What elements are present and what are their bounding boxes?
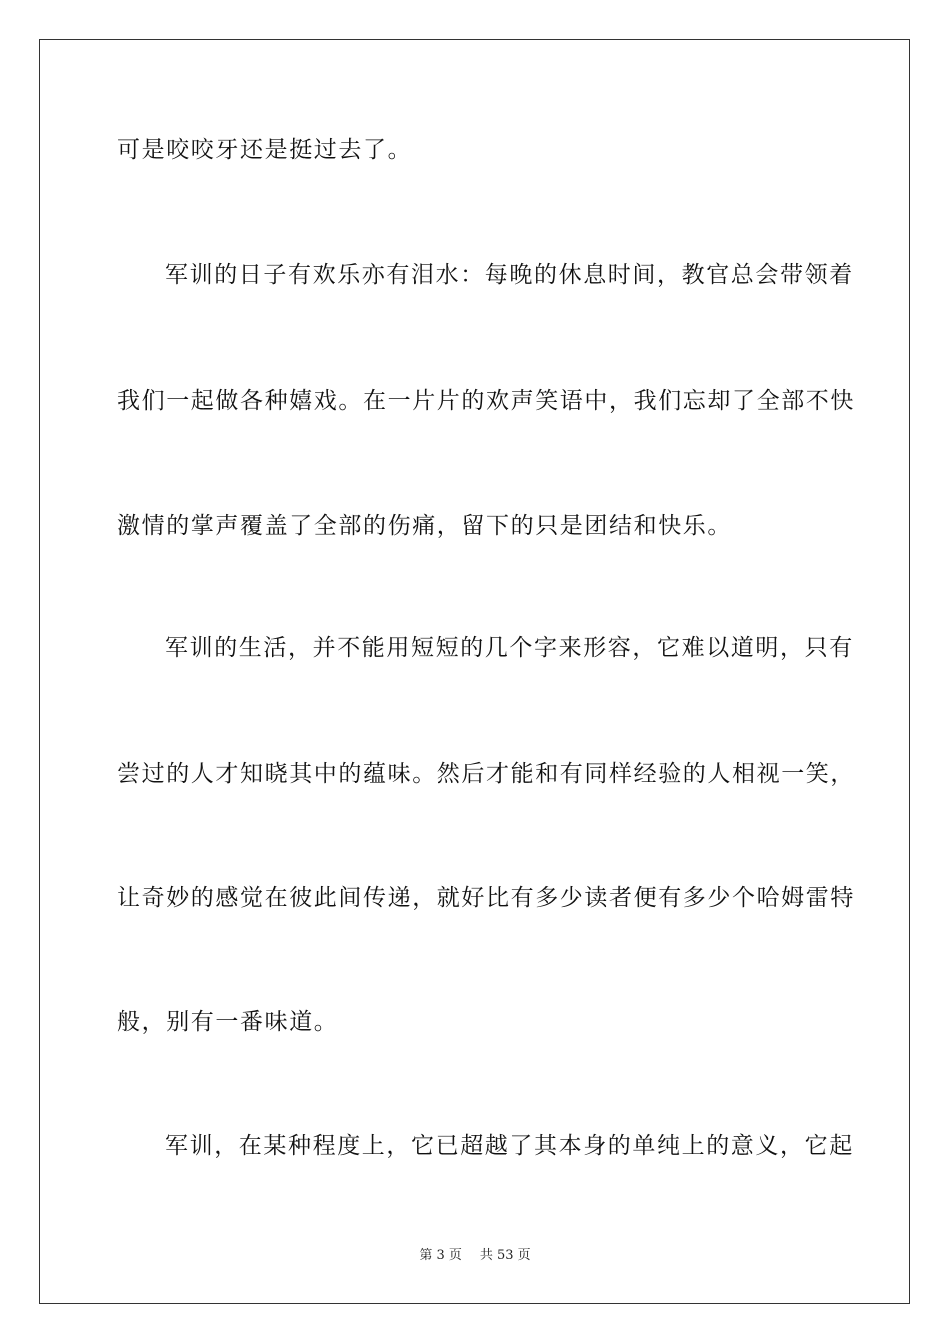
total-pages: 共 53 页 [479,1248,531,1263]
text-line: 让奇妙的感觉在彼此间传递，就好比有多少读者便有多少个哈姆雷特 [117,885,855,911]
text-line: 我们一起做各种嬉戏。在一片片的欢声笑语中，我们忘却了全部不快 [117,388,855,414]
text-line: 尝过的人才知晓其中的蕴味。然后才能和有同样经验的人相视一笑， [117,761,855,787]
page-border [39,39,910,1304]
text-line: 激情的掌声覆盖了全部的伤痛，留下的只是团结和快乐。 [117,513,732,539]
text-line: 可是咬咬牙还是挺过去了。 [117,137,413,163]
page-footer [0,1247,950,1265]
page-number: 第 3 页 [419,1248,462,1263]
text-line: 般，别有一番味道。 [117,1009,339,1035]
paragraph-start-line: 军训的日子有欢乐亦有泪水：每晚的休息时间，教官总会带领着 [165,262,854,288]
paragraph-start-line: 军训，在某种程度上，它已超越了其本身的单纯上的意义，它起 [165,1133,854,1159]
paragraph-start-line: 军训的生活，并不能用短短的几个字来形容，它难以道明，只有 [165,635,854,661]
